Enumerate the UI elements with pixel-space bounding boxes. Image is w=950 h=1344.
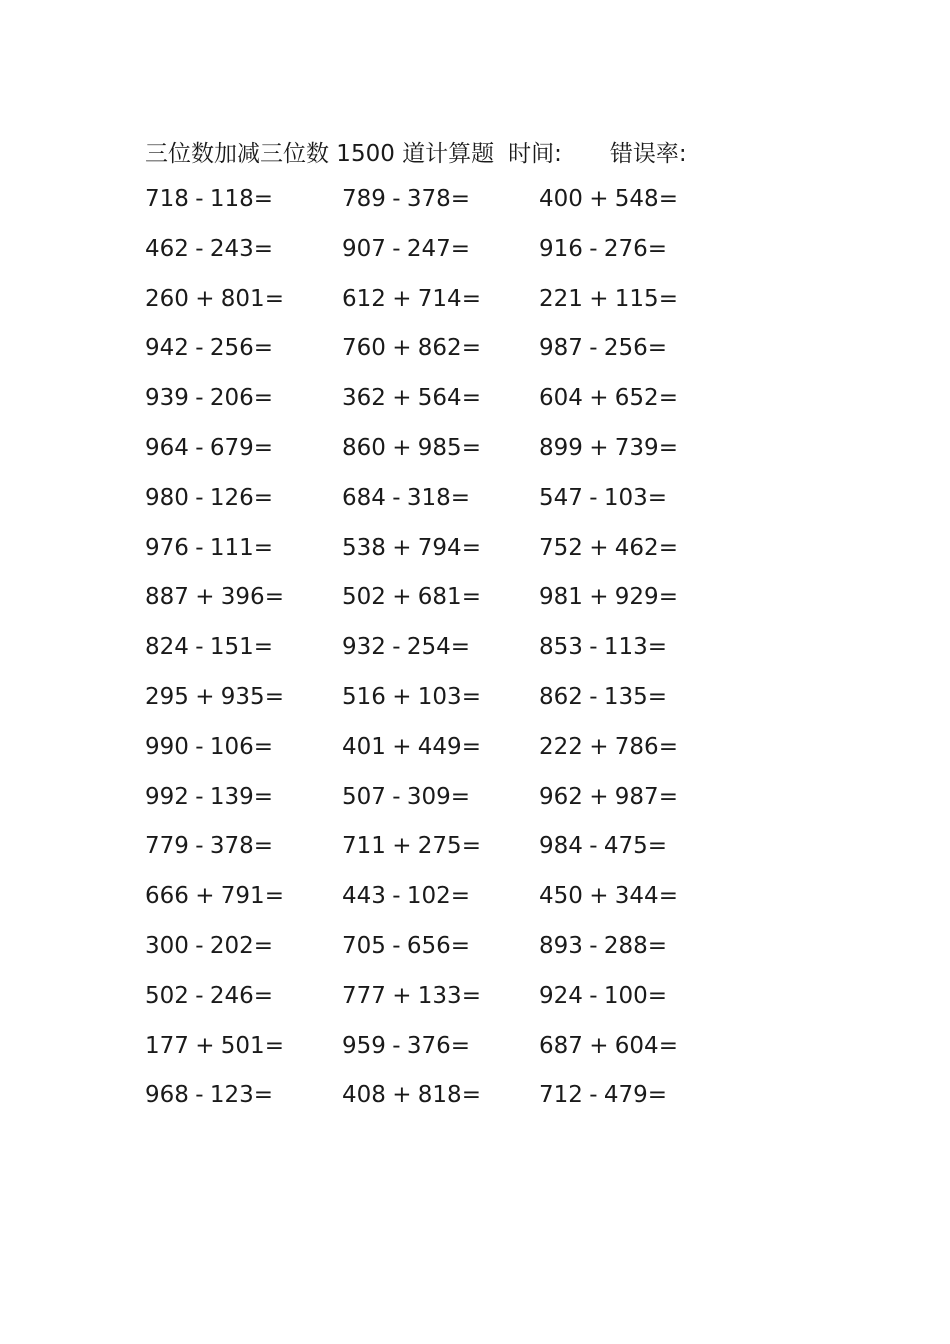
arithmetic-problem: 516 + 103= — [342, 683, 481, 710]
arithmetic-problem: 547 - 103= — [539, 484, 667, 511]
arithmetic-problem: 666 + 791= — [145, 883, 284, 910]
arithmetic-problem: 295 + 935= — [145, 683, 284, 710]
arithmetic-problem: 260 + 801= — [145, 285, 284, 312]
arithmetic-problem: 853 - 113= — [539, 634, 667, 661]
arithmetic-problem: 939 - 206= — [145, 385, 273, 412]
arithmetic-problem: 824 - 151= — [145, 634, 273, 661]
arithmetic-problem: 408 + 818= — [342, 1082, 481, 1109]
arithmetic-problem: 964 - 679= — [145, 434, 273, 461]
arithmetic-problem: 684 - 318= — [342, 484, 470, 511]
arithmetic-problem: 968 - 123= — [145, 1082, 273, 1109]
error-rate-label: 错误率: — [609, 140, 687, 167]
arithmetic-problem: 401 + 449= — [342, 733, 481, 760]
problem-grid — [145, 183, 736, 1129]
arithmetic-problem: 924 - 100= — [539, 982, 667, 1009]
arithmetic-problem: 789 - 378= — [342, 186, 470, 212]
arithmetic-problem: 752 + 462= — [539, 534, 678, 561]
arithmetic-problem: 300 - 202= — [145, 932, 273, 959]
arithmetic-problem: 862 - 135= — [539, 683, 667, 710]
arithmetic-problem: 462 - 243= — [145, 235, 273, 262]
arithmetic-problem: 887 + 396= — [145, 584, 284, 611]
arithmetic-problem: 777 + 133= — [342, 982, 481, 1009]
arithmetic-problem: 711 + 275= — [342, 833, 481, 860]
arithmetic-problem: 443 - 102= — [342, 883, 470, 910]
arithmetic-problem: 712 - 479= — [539, 1082, 667, 1109]
arithmetic-problem: 400 + 548= — [539, 186, 678, 212]
arithmetic-problem: 177 + 501= — [145, 1032, 284, 1059]
arithmetic-problem: 221 + 115= — [539, 285, 678, 312]
time-label: 时间: — [508, 140, 562, 167]
worksheet-header — [145, 134, 687, 168]
arithmetic-problem: 942 - 256= — [145, 335, 273, 362]
arithmetic-problem: 450 + 344= — [539, 883, 678, 910]
arithmetic-problem: 718 - 118= — [145, 186, 273, 212]
arithmetic-problem: 981 + 929= — [539, 584, 678, 611]
arithmetic-problem: 604 + 652= — [539, 385, 678, 412]
arithmetic-problem: 860 + 985= — [342, 434, 481, 461]
arithmetic-problem: 779 - 378= — [145, 833, 273, 860]
arithmetic-problem: 222 + 786= — [539, 733, 678, 760]
arithmetic-problem: 362 + 564= — [342, 385, 481, 412]
arithmetic-problem: 893 - 288= — [539, 932, 667, 959]
arithmetic-problem: 687 + 604= — [539, 1032, 678, 1059]
arithmetic-problem: 980 - 126= — [145, 484, 273, 511]
arithmetic-problem: 507 - 309= — [342, 783, 470, 810]
arithmetic-problem: 760 + 862= — [342, 335, 481, 362]
arithmetic-problem: 992 - 139= — [145, 783, 273, 810]
arithmetic-problem: 987 - 256= — [539, 335, 667, 362]
arithmetic-problem: 538 + 794= — [342, 534, 481, 561]
arithmetic-problem: 932 - 254= — [342, 634, 470, 661]
arithmetic-problem: 502 - 246= — [145, 982, 273, 1009]
arithmetic-problem: 962 + 987= — [539, 783, 678, 810]
arithmetic-problem: 502 + 681= — [342, 584, 481, 611]
arithmetic-problem: 907 - 247= — [342, 235, 470, 262]
arithmetic-problem: 916 - 276= — [539, 235, 667, 262]
arithmetic-problem: 705 - 656= — [342, 932, 470, 959]
arithmetic-problem: 990 - 106= — [145, 733, 273, 760]
arithmetic-problem: 976 - 111= — [145, 534, 273, 561]
arithmetic-problem: 899 + 739= — [539, 434, 678, 461]
arithmetic-problem: 984 - 475= — [539, 833, 667, 860]
arithmetic-problem: 959 - 376= — [342, 1032, 470, 1059]
worksheet-title: 三位数加减三位数 1500 道计算题 — [145, 140, 495, 167]
arithmetic-problem: 612 + 714= — [342, 285, 481, 312]
